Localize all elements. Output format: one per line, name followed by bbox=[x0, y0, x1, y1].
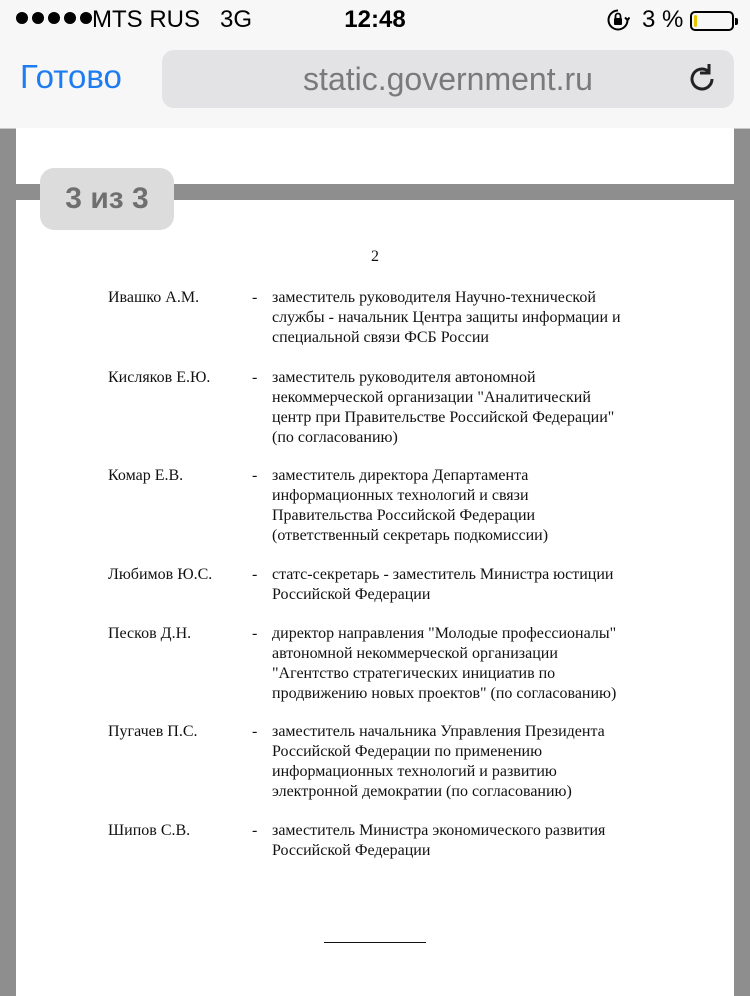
member-role: заместитель начальника Управления Президента Российской Федерации по применению информационных технологий и развитию электронной демократии (по согласованию) bbox=[272, 723, 605, 800]
member-dash: - bbox=[252, 566, 258, 583]
member-name: Песков Д.Н. bbox=[108, 625, 192, 642]
member-name: Пугачев П.С. bbox=[108, 723, 198, 740]
done-button[interactable]: Готово bbox=[20, 58, 122, 95]
carrier-label: MTS RUS 3G bbox=[92, 6, 253, 33]
member-dash: - bbox=[252, 822, 258, 839]
member-dash: - bbox=[252, 625, 258, 642]
document-content bbox=[16, 200, 734, 996]
clock: 12:48 bbox=[344, 6, 406, 33]
member-name: Любимов Ю.С. bbox=[108, 566, 213, 583]
member-dash: - bbox=[252, 289, 258, 306]
closing-rule bbox=[324, 942, 426, 943]
member-role: заместитель руководителя Научно-технической службы - начальник Центра защиты информации и специальной связи ФСБ России bbox=[272, 289, 621, 346]
member-role: статс-секретарь - заместитель Министра юстиции Российской Федерации bbox=[272, 566, 614, 603]
member-role: заместитель руководителя автономной некоммерческой организации "Аналитический центр при Правительстве Российской Федерации" (по согласованию) bbox=[272, 369, 615, 446]
member-role: директор направления "Молодые профессионалы" автономной некоммерческой организации "Агентство стратегических инициатив по продвижению новых проектов" (по согласованию) bbox=[272, 625, 617, 702]
member-dash: - bbox=[252, 369, 258, 386]
browser-toolbar bbox=[0, 0, 750, 129]
battery-percent: 3 % bbox=[642, 6, 684, 33]
member-role: заместитель директора Департамента информационных технологий и связи Правительства Российской Федерации (ответственный секретарь подкомиссии) bbox=[272, 467, 549, 544]
url-text: static.government.ru bbox=[303, 61, 593, 97]
member-name: Комар Е.В. bbox=[108, 467, 184, 484]
member-dash: - bbox=[252, 467, 258, 484]
document-page bbox=[16, 200, 734, 996]
address-bar[interactable] bbox=[162, 50, 734, 108]
member-name: Кисляков Е.Ю. bbox=[108, 369, 211, 386]
page-indicator: 3 из 3 bbox=[40, 168, 174, 230]
rotation-lock-icon bbox=[606, 8, 630, 32]
member-name: Шипов С.В. bbox=[108, 822, 191, 839]
member-role: заместитель Министра экономического развития Российской Федерации bbox=[272, 822, 606, 859]
member-name: Ивашко А.М. bbox=[108, 289, 200, 306]
reload-icon[interactable] bbox=[684, 61, 720, 97]
status-bar bbox=[0, 0, 750, 42]
page-number: 2 bbox=[371, 248, 379, 265]
battery-icon bbox=[690, 11, 734, 31]
member-dash: - bbox=[252, 723, 258, 740]
